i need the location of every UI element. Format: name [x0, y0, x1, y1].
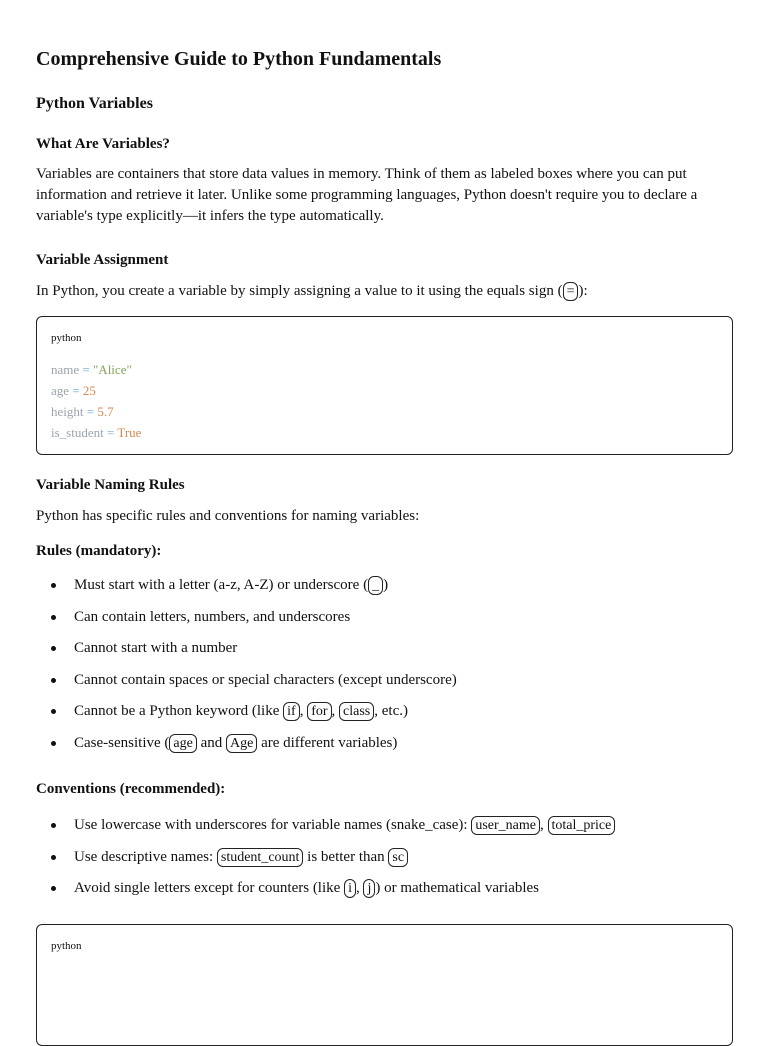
convention-list-item — [36, 847, 733, 879]
rules-mandatory-heading: Rules (mandatory): — [36, 543, 162, 559]
code-value: 25 — [82, 383, 96, 398]
list-item-text: Avoid single letters except for counters (like — [74, 880, 345, 896]
code-operator: = — [82, 362, 90, 377]
what-are-variables-heading: What Are Variables? — [36, 136, 170, 152]
code-language-label: python — [51, 940, 82, 952]
inline-code: for — [307, 702, 331, 721]
code-operator: = — [86, 404, 95, 419]
list-item-text: is better than — [303, 848, 389, 865]
code-value: 5.7 — [97, 404, 114, 419]
inline-code: sc — [388, 848, 408, 867]
code-line — [51, 380, 141, 401]
section-heading: Python Variables — [36, 95, 153, 112]
code-block-naming — [36, 924, 733, 1046]
list-item-text: Cannot be a Python keyword (like — [74, 703, 284, 719]
naming-rules-heading: Variable Naming Rules — [36, 477, 185, 493]
code-value: True — [117, 425, 142, 440]
code-line — [51, 359, 141, 380]
list-item-text: Case-sensitive ( — [74, 734, 170, 751]
code-line — [51, 401, 141, 422]
inline-code: age — [169, 734, 196, 753]
list-item-text: are different variables) — [257, 734, 398, 751]
code-value: "Alice" — [93, 362, 132, 377]
inline-code: Age — [226, 734, 257, 753]
inline-code: class — [339, 702, 374, 721]
rule-list-item — [36, 701, 733, 733]
list-item-text: , — [299, 703, 308, 719]
code-block-assignment — [36, 316, 733, 455]
rule-list-item — [36, 607, 733, 639]
list-item-text: Use descriptive names: — [74, 848, 217, 865]
page-title: Comprehensive Guide to Python Fundamentals — [36, 48, 442, 70]
inline-code: _ — [368, 576, 383, 595]
list-item-text: ) or mathematical variables — [375, 880, 540, 896]
what-are-variables-paragraph: Variables are containers that store data values in memory. Think of them as labeled boxes where you can put information and retrieve it later. Unlike some programming languages, Python doesn't require you to declare a variable's type explicitly—it infers the type automatically. — [36, 166, 698, 224]
list-item-text: Cannot start with a number — [74, 640, 238, 656]
inline-code: if — [283, 702, 300, 721]
list-item-text: , — [355, 880, 364, 896]
rule-list-item — [36, 638, 733, 670]
code-lines — [51, 359, 141, 443]
code-operator: = — [72, 383, 80, 398]
list-item-text: Use lowercase with underscores for variable names (snake_case): — [74, 817, 472, 833]
inline-code: user_name — [471, 816, 540, 835]
code-language-label: python — [51, 332, 82, 344]
code-variable-name: is_student — [51, 425, 104, 440]
list-item-text: and — [196, 734, 226, 751]
list-item-text: Cannot contain spaces or special characters (except underscore) — [74, 671, 457, 688]
convention-list-item — [36, 815, 733, 847]
inline-code: j — [363, 879, 375, 898]
conventions-heading: Conventions (recommended): — [36, 781, 226, 797]
list-item-text: Can contain letters, numbers, and underscores — [74, 608, 351, 625]
rule-list-item — [36, 733, 733, 765]
code-operator: = — [106, 425, 115, 440]
inline-code: = — [563, 282, 579, 301]
inline-code: student_count — [217, 848, 304, 867]
naming-rules-intro: Python has specific rules and conventions for naming variables: — [36, 508, 420, 524]
list-item-text: , — [331, 703, 340, 719]
list-item-text: , — [540, 817, 548, 833]
convention-list-item — [36, 878, 733, 910]
assignment-intro-text: In Python, you create a variable by simply assigning a value to it using the equals sign ( — [36, 283, 563, 299]
code-variable-name: name — [51, 362, 80, 377]
assignment-intro — [36, 281, 733, 302]
rule-list-item — [36, 670, 733, 702]
inline-code: i — [344, 879, 356, 898]
code-variable-name: height — [51, 404, 84, 419]
rules-list — [36, 575, 733, 764]
list-item-text: Must start with a letter (a-z, A-Z) or underscore ( — [74, 577, 369, 593]
list-item-text: , etc.) — [374, 703, 408, 719]
code-line — [51, 422, 141, 443]
code-variable-name: age — [51, 383, 70, 398]
variable-assignment-heading: Variable Assignment — [36, 252, 169, 268]
list-item-text: ) — [383, 577, 389, 593]
rule-list-item — [36, 575, 733, 607]
inline-code: total_price — [548, 816, 616, 835]
conventions-list — [36, 815, 733, 910]
assignment-intro-end: ): — [578, 283, 588, 299]
